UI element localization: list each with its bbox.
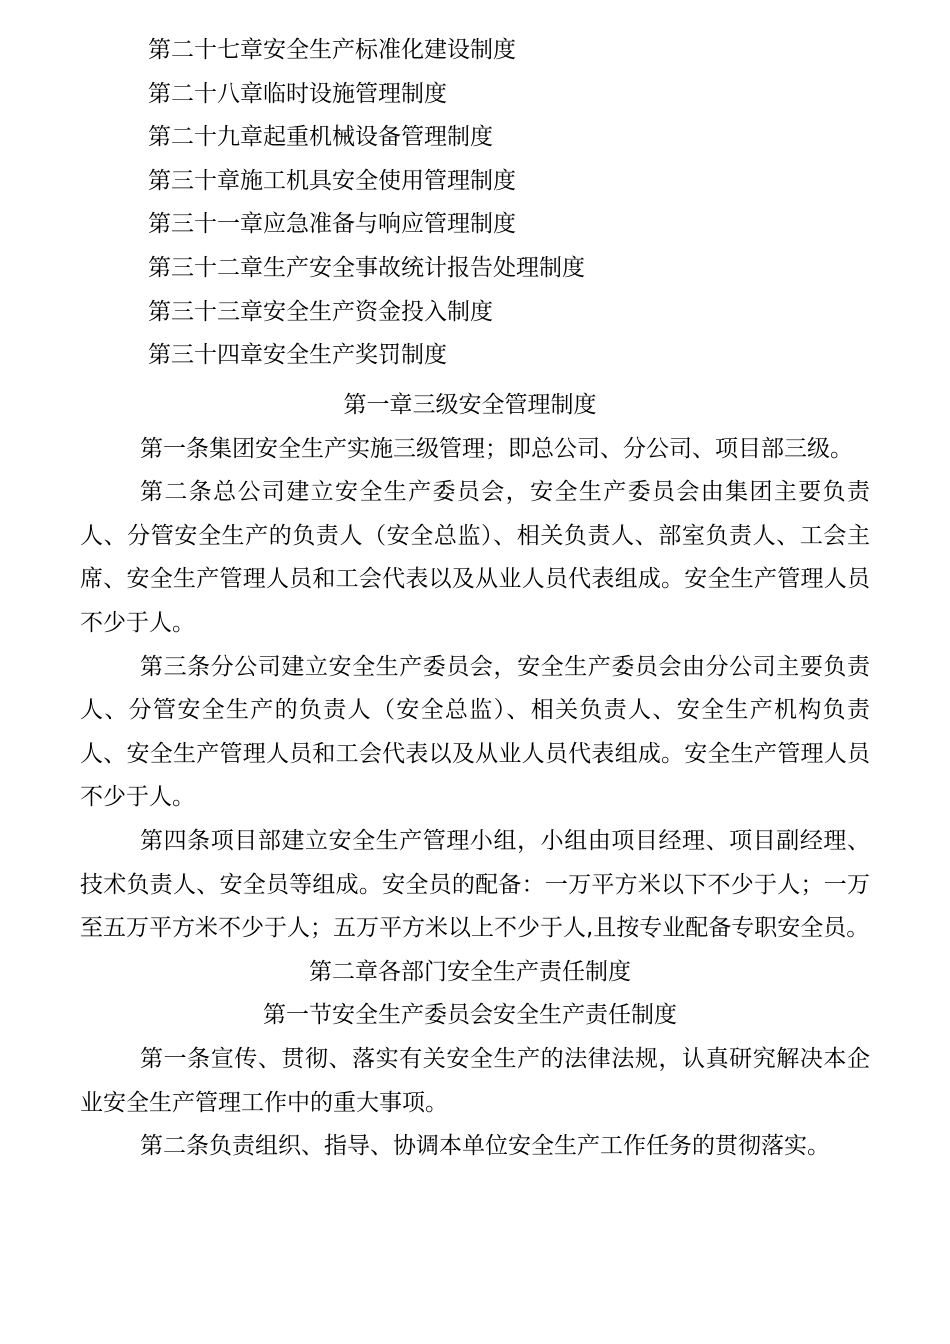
article-paragraph: 第三条分公司建立安全生产委员会，安全生产委员会由分公司主要负责人、分管安全生产的负责人（安全总监）、相关负责人、安全生产机构负责人、安全生产管理人员和工会代表以及从业人员代表组成。安全生产管理人员不少于人。 [80,653,870,811]
toc-item: 第三十一章应急准备与响应管理制度 [148,211,516,238]
table-of-contents [148,29,585,378]
article-paragraph: 第二条负责组织、指导、协调本单位安全生产工作任务的贯彻落实。 [140,1133,830,1160]
toc-item: 第三十三章安全生产资金投入制度 [148,298,493,325]
chapter-1-title: 第一章三级安全管理制度 [343,392,597,418]
toc-item: 第三十二章生产安全事故统计报告处理制度 [148,254,585,281]
section-1-title: 第一节安全生产委员会安全生产责任制度 [263,1002,677,1029]
article-paragraph: 第一条宣传、贯彻、落实有关安全生产的法律法规，认真研究解决本企业安全生产管理工作中的重大事项。 [80,1045,870,1116]
document-body [80,384,870,1169]
toc-item: 第二十八章临时设施管理制度 [148,80,447,107]
toc-item: 第三十四章安全生产奖罚制度 [148,342,447,369]
article-paragraph: 第四条项目部建立安全生产管理小组，小组由项目经理、项目副经理、技术负责人、安全员等组成。安全员的配备：一万平方米以下不少于人；一万至五万平方米不少于人；五万平方米以上不少于人,且按专业配备专职安全员。 [80,827,870,942]
chapter-2-title: 第二章各部门安全生产责任制度 [309,958,631,985]
toc-item: 第三十章施工机具安全使用管理制度 [148,167,516,194]
toc-item: 第二十七章安全生产标准化建设制度 [148,37,516,63]
toc-item: 第二十九章起重机械设备管理制度 [148,124,493,151]
article-paragraph: 第二条总公司建立安全生产委员会，安全生产委员会由集团主要负责人、分管安全生产的负责人（安全总监）、相关负责人、部室负责人、工会主席、安全生产管理人员和工会代表以及从业人员代表组成。安全生产管理人员不少于人。 [80,479,870,636]
article-paragraph: 第一条集团安全生产实施三级管理；即总公司、分公司、项目部三级。 [140,435,853,462]
